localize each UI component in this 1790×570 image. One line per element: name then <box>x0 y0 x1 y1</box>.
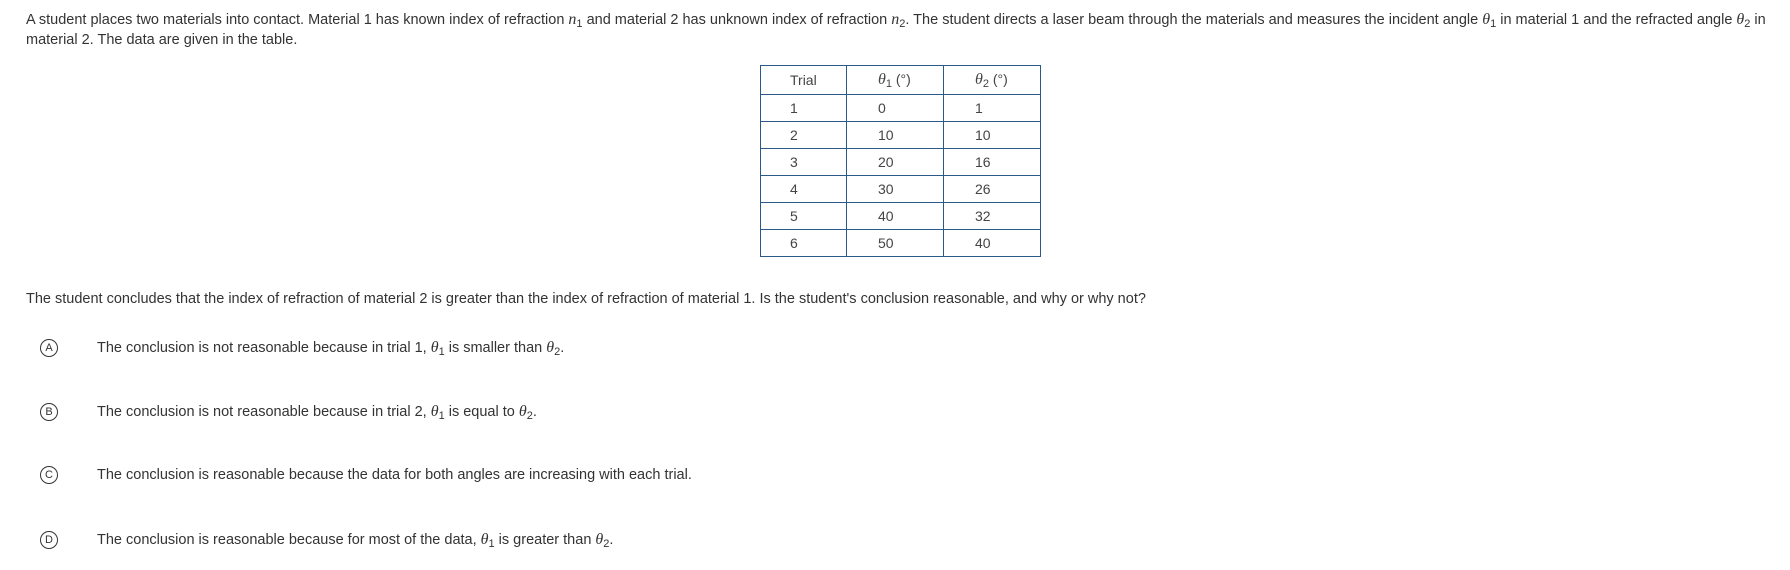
n2-subscript: 2 <box>899 18 906 30</box>
theta2-symbol: θ <box>1736 11 1745 28</box>
cell-trial: 5 <box>761 203 847 230</box>
stem-text: and material 2 has unknown index of refraction <box>582 12 892 28</box>
table-row <box>761 203 1041 230</box>
cell-trial: 1 <box>761 95 847 122</box>
question-stem <box>26 10 1776 50</box>
theta-symbol: θ <box>975 71 983 88</box>
theta-subscript: 1 <box>438 346 445 358</box>
cell-theta1: 0 <box>847 95 944 122</box>
cell-trial: 4 <box>761 176 847 203</box>
table-row <box>761 149 1041 176</box>
theta-symbol: θ <box>595 531 604 548</box>
theta-symbol: θ <box>430 403 439 420</box>
stem-text: in material 2. The data are given in the table. <box>26 12 1766 48</box>
table-row <box>761 230 1041 257</box>
cell-trial: 6 <box>761 230 847 257</box>
stem-text: A student places two materials into contact. Material 1 has known index of refraction <box>26 12 569 28</box>
cell-theta1: 30 <box>847 176 944 203</box>
n1-subscript: 1 <box>576 18 583 30</box>
theta2-subscript: 2 <box>1744 18 1751 30</box>
cell-trial: 3 <box>761 149 847 176</box>
cell-theta2: 16 <box>944 149 1041 176</box>
choice-d[interactable] <box>40 528 614 552</box>
choice-a-letter[interactable]: A <box>40 339 58 357</box>
degree-unit: (°) <box>891 71 911 87</box>
choice-text-part: is smaller than <box>444 340 547 356</box>
theta-symbol: θ <box>480 531 489 548</box>
table-row <box>761 176 1041 203</box>
theta1-symbol: θ <box>1482 11 1491 28</box>
choice-text-part: . <box>609 532 614 548</box>
data-table <box>760 65 1041 257</box>
theta-subscript: 2 <box>554 346 561 358</box>
theta1-subscript: 1 <box>1490 18 1497 30</box>
cell-theta2: 32 <box>944 203 1041 230</box>
choice-c-text[interactable]: The conclusion is reasonable because the data for both angles are increasing with each trial. <box>97 467 692 483</box>
n1-symbol: n <box>568 11 577 28</box>
choice-b-letter[interactable]: B <box>40 403 58 421</box>
theta-subscript: 1 <box>488 538 495 550</box>
choice-text-part: The conclusion is not reasonable because in trial 2, <box>97 404 431 420</box>
choice-c[interactable] <box>40 463 692 487</box>
cell-theta1: 40 <box>847 203 944 230</box>
choice-a-text[interactable] <box>97 338 564 358</box>
header-trial: Trial <box>761 66 847 95</box>
theta-subscript: 2 <box>603 538 610 550</box>
cell-theta1: 50 <box>847 230 944 257</box>
choice-d-text[interactable] <box>97 530 613 550</box>
theta-subscript: 2 <box>982 78 989 90</box>
choice-b-text[interactable] <box>97 402 537 422</box>
stem-text: in material 1 and the refracted angle <box>1496 12 1737 28</box>
choice-text-part: . <box>532 404 537 420</box>
choice-c-letter[interactable]: C <box>40 466 58 484</box>
theta-subscript: 2 <box>526 410 533 422</box>
choice-text-part: . <box>560 340 565 356</box>
cell-theta1: 10 <box>847 122 944 149</box>
cell-theta2: 40 <box>944 230 1041 257</box>
choice-text-part: is greater than <box>494 532 596 548</box>
theta-symbol: θ <box>518 403 527 420</box>
choice-text-part: The conclusion is reasonable because for most of the data, <box>97 532 481 548</box>
table-row <box>761 95 1041 122</box>
table-row <box>761 122 1041 149</box>
theta-subscript: 1 <box>438 410 445 422</box>
theta-symbol: θ <box>546 339 555 356</box>
cell-trial: 2 <box>761 122 847 149</box>
choice-d-letter[interactable]: D <box>40 531 58 549</box>
choice-text-part: is equal to <box>444 404 519 420</box>
theta-subscript: 1 <box>885 78 892 90</box>
question-prompt: The student concludes that the index of refraction of material 2 is greater than the index of refraction of material 1. Is the student's conclusion reasonable, and why or why not? <box>26 291 1146 307</box>
n2-symbol: n <box>891 11 900 28</box>
choice-a[interactable] <box>40 336 565 360</box>
theta-symbol: θ <box>430 339 439 356</box>
header-theta2 <box>944 66 1041 95</box>
degree-unit: (°) <box>988 71 1008 87</box>
cell-theta2: 10 <box>944 122 1041 149</box>
cell-theta1: 20 <box>847 149 944 176</box>
cell-theta2: 26 <box>944 176 1041 203</box>
header-theta1 <box>847 66 944 95</box>
choice-text-part: The conclusion is not reasonable because in trial 1, <box>97 340 431 356</box>
theta-symbol: θ <box>878 71 886 88</box>
stem-text: . The student directs a laser beam through the materials and measures the incident angle <box>905 12 1483 28</box>
choice-b[interactable] <box>40 400 537 424</box>
cell-theta2: 1 <box>944 95 1041 122</box>
table-header-row <box>761 66 1041 95</box>
